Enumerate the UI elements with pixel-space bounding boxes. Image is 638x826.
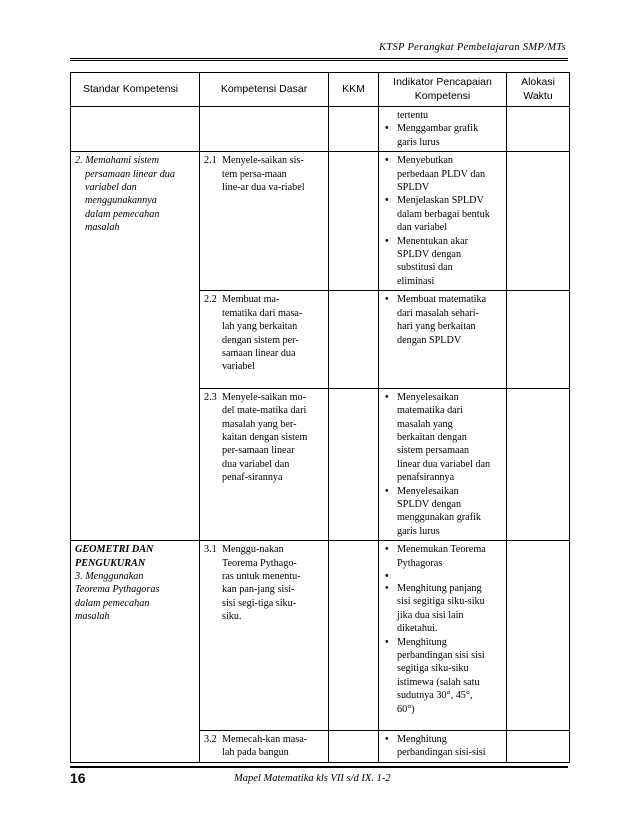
cell-kd: [200, 107, 329, 152]
indicator-item: • Menggambar grafik garis lurus: [383, 122, 502, 149]
footer-rule: [70, 766, 568, 768]
table-row: [71, 541, 570, 731]
indicator-item: • Menghitung perbandingan sisi-sisi: [383, 733, 502, 760]
cell-indikator: [379, 388, 507, 540]
cell-alokasi: [507, 541, 570, 731]
kd-text: Membuat ma- tematika dari masa- lah yang berkaitan dengan sistem per- samaan linear dua variabel: [222, 294, 303, 373]
cell-indikator: [379, 107, 507, 152]
kd-text: Menyele-saikan mo- del mate-matika dari masalah yang ber- kaitan dengan sistem per-samaan linear dua variabel dan penaf-sirannya: [222, 391, 308, 484]
cell-kkm: [329, 731, 379, 763]
kd-text: Menyele-saikan sis- tem persa-maan line-ar dua va-riabel: [222, 155, 305, 194]
cell-indikator: [379, 541, 507, 731]
sk-text: 3. Menggunakan Teorema Pythagoras dalam pemecahan masalah: [75, 571, 160, 623]
cell-sk: [71, 152, 200, 541]
col-header-alokasi: Alokasi Waktu: [507, 73, 570, 107]
col-header-kompetensi-dasar: Kompetensi Dasar: [200, 73, 329, 107]
page-number: 16: [70, 770, 86, 786]
header-title: KTSP Perangkat Pembelajaran SMP/MTs: [379, 42, 566, 53]
cell-sk: [71, 107, 200, 152]
indicator-item: • Menyebutkan perbedaan PLDV dan SPLDV: [383, 154, 502, 194]
cell-kkm: [329, 291, 379, 388]
sk-text: 2. Memahami sistem persamaan linear dua variabel dan menggunakannya dalam pemecahan masalah: [75, 155, 175, 234]
spacer: [383, 570, 502, 582]
table-header-row: [71, 73, 570, 107]
cell-alokasi: [507, 291, 570, 388]
col-header-indikator: Indikator Pencapaian Kompetensi: [379, 73, 507, 107]
cell-kd: [200, 152, 329, 291]
cell-indikator: [379, 152, 507, 291]
cell-indikator: [379, 731, 507, 763]
cell-alokasi: [507, 388, 570, 540]
indicator-item: • Menyelesaikan matematika dari masalah yang berkaitan dengan sistem persamaan linear dua variabel dan penafsirannya: [383, 391, 502, 485]
sk-heading: GEOMETRI DAN PENGUKURAN: [75, 544, 154, 569]
table-row: [71, 107, 570, 152]
cell-kd: [200, 541, 329, 731]
indicator-item: • Menyelesaikan SPLDV dengan menggunakan grafik garis lurus: [383, 485, 502, 539]
cell-alokasi: [507, 731, 570, 763]
cell-kkm: [329, 541, 379, 731]
cell-kd: [200, 388, 329, 540]
kd-text: Menggu-nakan Teorema Pythago- ras untuk menentu- kan pan-jang sisi- sisi segi-tiga siku- siku.: [222, 544, 301, 623]
kd-number: 3.2: [204, 734, 217, 746]
cell-kd: [200, 291, 329, 388]
indicator-item: • Menentukan akar SPLDV dengan substitusi dan eliminasi: [383, 235, 502, 289]
cell-kd: [200, 731, 329, 763]
cell-alokasi: [507, 107, 570, 152]
indicator-item: • Menghitung panjang sisi segitiga siku-siku jika dua sisi lain diketahui.: [383, 582, 502, 636]
kd-number: 2.3: [204, 391, 217, 403]
header-rule: [70, 60, 568, 61]
indicator-item: • Menjelaskan SPLDV dalam berbagai bentuk dan variabel: [383, 194, 502, 234]
competency-table: [70, 72, 570, 763]
page-header: [70, 40, 568, 59]
cell-kkm: [329, 388, 379, 540]
cell-indikator: [379, 291, 507, 388]
cell-sk: [71, 541, 200, 763]
cell-alokasi: [507, 152, 570, 291]
kd-number: 2.1: [204, 155, 217, 167]
indicator-item: • Membuat matematika dari masalah sehari- hari yang berkaitan dengan SPLDV: [383, 293, 502, 347]
indicator-item: • Menghitung perbandingan sisi sisi segitiga siku-siku istimewa (salah satu sudutnya 30°, 45°, 60°): [383, 636, 502, 716]
table-row: [71, 152, 570, 291]
cell-kkm: [329, 107, 379, 152]
cell-kkm: [329, 152, 379, 291]
kd-text: Memecah-kan masa- lah pada bangun: [222, 734, 308, 759]
col-header-kkm: KKM: [329, 73, 379, 107]
indicator-item: • Menemukan Teorema Pythagoras: [383, 543, 502, 570]
col-header-standar: Standar Kompetensi: [71, 73, 200, 107]
kd-number: 3.1: [204, 544, 217, 556]
footer-title: Mapel Matematika kls VII s/d IX. 1-2: [234, 773, 391, 784]
kd-number: 2.2: [204, 294, 217, 306]
indicator-line: tertentu: [397, 110, 429, 121]
